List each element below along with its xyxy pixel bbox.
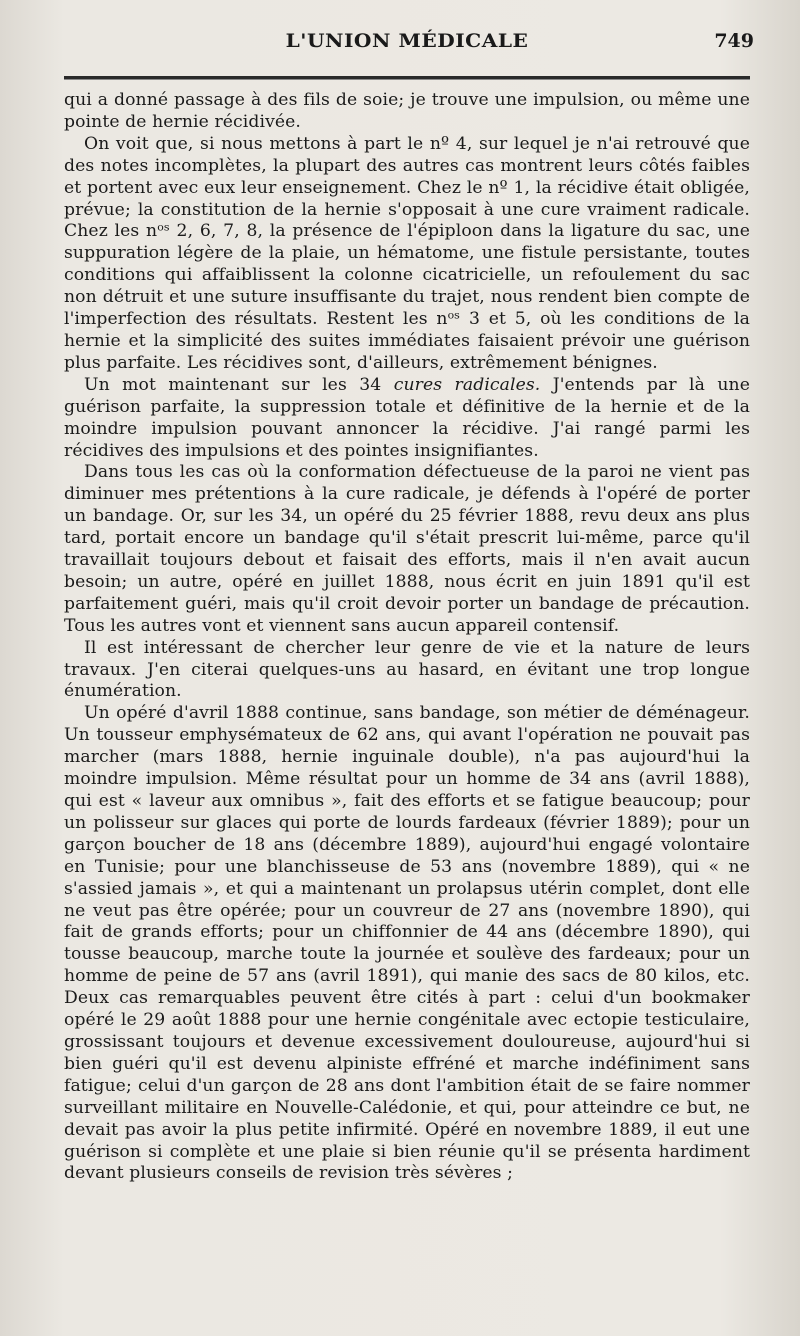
paragraph-3-text-start: Un mot maintenant sur les 34	[84, 374, 394, 395]
paragraph-4-text: Dans tous les cas où la conformation défectueuse de la paroi ne vient pas diminuer mes prétentions à la cure radicale, je défends à l'opéré de porter un bandage. Or, sur les 34, un opéré du 25 février 1888, revu deux ans plus tard, portait encore un bandage qu'il s'était prescrit lui-même, parce qu'il travaillait toujours debout et faisait des efforts, mais il n'en avait aucun besoin; un autre, opéré en juillet 1888, nous écrit en juin 1891 qu'il est parfaitement guéri, mais qu'il croit devoir porter un bandage de précaution. Tous les autres vont et viennent sans aucun appareil contensif.	[64, 462, 750, 636]
paragraph-2-text: On voit que, si nous mettons à part le nº 4, sur lequel je n'ai retrouvé que des notes incomplètes, la plupart des autres cas montrent leurs côtés faibles et portent avec eux leur enseignement. Chez le nº 1, la récidive était obligée, prévue; la constitution de la hernie s'opposait à une cure vraiment radicale. Chez les nᵒˢ 2, 6, 7, 8, la présence de l'épiploon dans la ligature du sac, une suppuration légère de la plaie, un hématome, une fistule persistante, toutes conditions qui affaiblissent la colonne cicatricielle, un refoulement du sac non détruit et une suture insuffisante du trajet, nous rendent bien compte de l'imperfection des résultats. Restent les nᵒˢ 3 et 5, où les conditions de la hernie et la simplicité des suites immédiates faisaient prévoir une guérison plus parfaite. Les récidives sont, d'ailleurs, extrêmement bénignes.	[64, 133, 750, 373]
paragraph-1-text: qui a donné passage à des fils de soie; je trouve une impulsion, ou même une pointe de hernie récidivée.	[64, 90, 750, 132]
article-body	[64, 90, 750, 1185]
paragraph-5	[64, 638, 750, 704]
paragraph-6	[64, 703, 750, 1185]
page-number: 749	[714, 30, 754, 52]
running-header	[64, 16, 754, 54]
journal-title: L'UNION MÉDICALE	[285, 30, 529, 52]
paragraph-3-emphasis: cures radicales.	[393, 374, 541, 395]
paragraph-3	[64, 375, 750, 463]
paragraph-2	[64, 134, 750, 375]
header-rule	[64, 76, 750, 80]
paragraph-5-text: Il est intéressant de chercher leur genre de vie et la nature de leurs travaux. J'en citerai quelques-uns au hasard, en évitant une trop longue énumération.	[64, 637, 750, 702]
paragraph-3-text-end: J'entends par là une guérison parfaite, la suppression totale et définitive de la hernie et de la moindre impulsion pouvant annoncer la récidive. J'ai rangé parmi les récidives des impulsions et des pointes insignifiantes.	[64, 374, 750, 461]
paragraph-4	[64, 462, 750, 637]
paragraph-1	[64, 90, 750, 134]
paragraph-6-text: Un opéré d'avril 1888 continue, sans bandage, son métier de déménageur. Un tousseur emphysémateux de 62 ans, qui avant l'opération ne pouvait pas marcher (mars 1888, hernie inguinale double), n'a pas aujourd'hui la moindre impulsion. Même résultat pour un homme de 34 ans (avril 1888), qui est « laveur aux omnibus », fait des efforts et se fatigue beaucoup; pour un polisseur sur glaces qui porte de lourds fardeaux (février 1889); pour un garçon boucher de 18 ans (décembre 1889), aujourd'hui engagé volontaire en Tunisie; pour une blanchisseuse de 53 ans (novembre 1889), qui « ne s'assied jamais », et qui a maintenant un prolapsus utérin complet, dont elle ne veut pas être opérée; pour un couvreur de 27 ans (novembre 1890), qui fait de grands efforts; pour un chiffonnier de 44 ans (décembre 1890), qui tousse beaucoup, marche toute la journée et soulève des fardeaux; pour un homme de peine de 57 ans (avril 1891), qui manie des sacs de 80 kilos, etc. Deux cas remarquables peuvent être cités à part : celui d'un bookmaker opéré le 29 août 1888 pour une hernie congénitale avec ectopie testiculaire, grossissant toujours et devenue excessivement douloureuse, aujourd'hui si bien guéri qu'il est devenu alpiniste effréné et marche indéfiniment sans fatigue; celui d'un garçon de 28 ans dont l'ambition était de se faire nommer surveillant militaire en Nouvelle-Calédonie, et qui, pour atteindre ce but, ne devait pas avoir la plus petite infirmité. Opéré en novembre 1889, il eut une guérison si complète et une plaie si bien réunie qu'il se présenta hardiment devant plusieurs conseils de revision très sévères ;	[64, 703, 750, 1184]
